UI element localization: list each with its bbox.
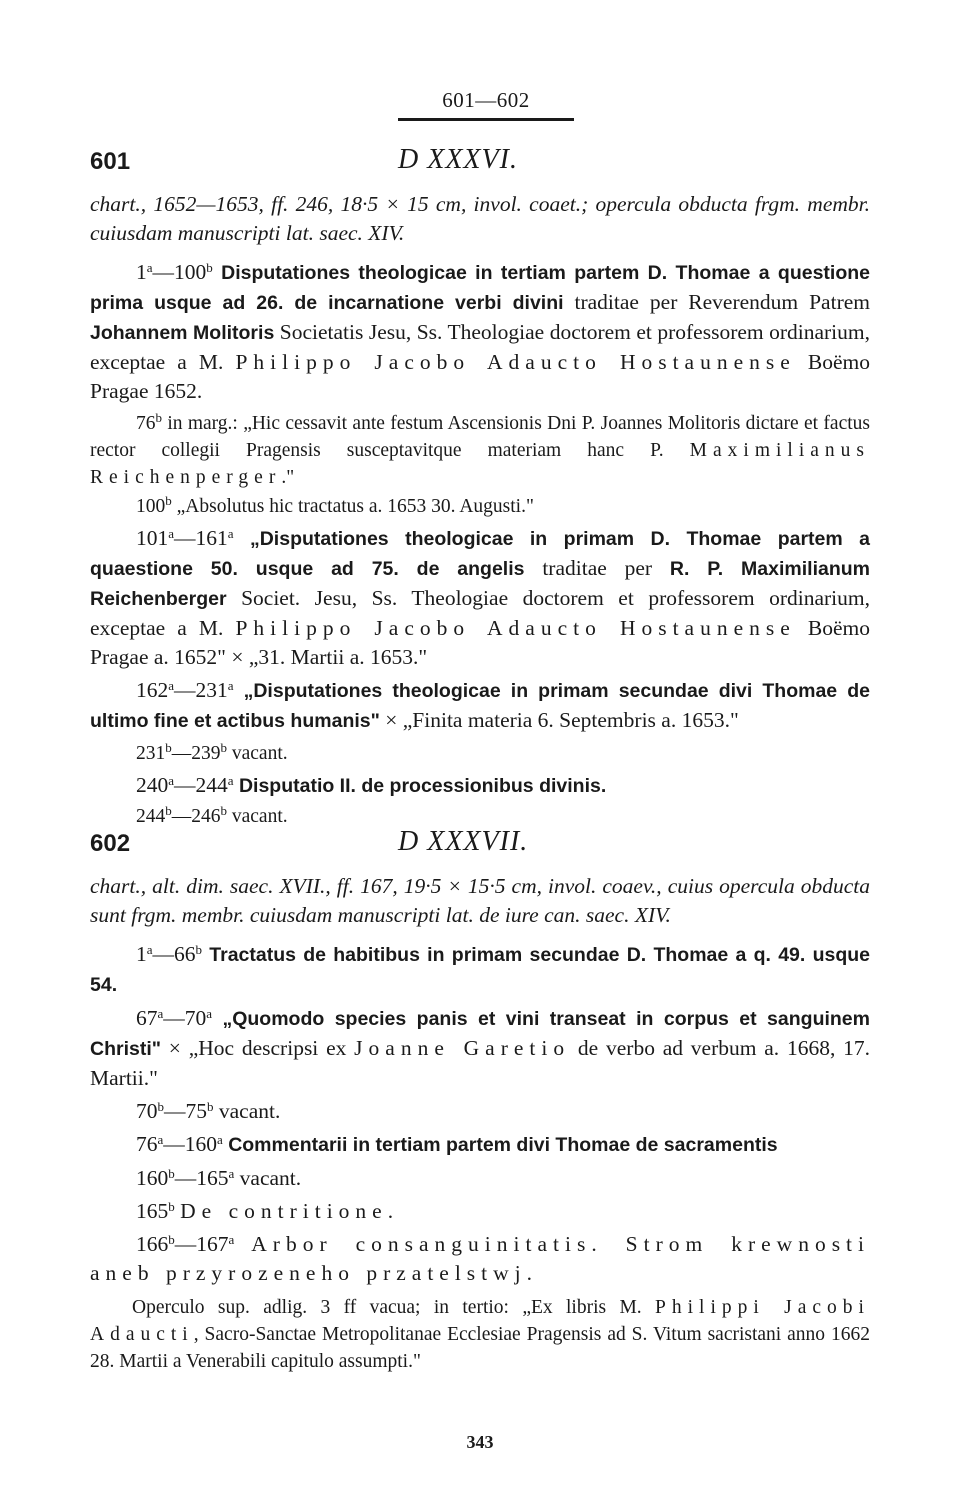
content-item: 166$^b$—167$^a$ Arbor consanguinitatis. Strom krewnosti aneb przyrozeneho przatelstwj. — [90, 1232, 871, 1285]
content-item: 165$^b$ De contritione. — [136, 1199, 394, 1223]
item-title: „Disputationes theologicae in primam secundae divi Thomae de ultimo fine et actibus humanis" — [90, 680, 870, 732]
shelfmark: D XXXVI. — [398, 144, 518, 175]
binding-note: Operculo sup. adlig. 3 ff vacua; in tertio: „Ex libris M. Philippi Jacobi Adaucti, Sacro-Sanctae Metropolitanae Ecclesiae Pragensis ad S. Vitum sacristani anno 1662 28. Martii a Venerabili capitulo assumpti." — [90, 1297, 870, 1372]
item-title: Disputationes theologicae in tertiam partem D. Thomae a questione prima usque ad 26. de incarnatione verbi divini — [90, 262, 871, 314]
running-head-rule — [398, 118, 574, 121]
entry-602-body — [90, 872, 870, 1375]
content-item: 160$^b$—165$^a$ vacant. — [136, 1166, 302, 1190]
running-head: 601—602 — [442, 88, 530, 112]
content-item: 244$^b$—246$^b$ vacant. — [136, 803, 288, 827]
content-item: 101$^a$—161$^a$ „Disputationes theologicae in primam D. Thomae partem a quaestione 50. usque ad 75. de angelis traditae per R. P. Maximilianum Reichenberger Societ. Jesu, Ss. Theologiae doctorem et professorem ordinarium, exceptae a M. Philippo Jacobo Adaucto Hostaunense Boëmo Pragae a. 1652" × „31. Martii a. 1653." — [90, 526, 871, 669]
content-item: 1$^a$—66$^b$ Tractatus de habitibus in primam secundae D. Thomae a q. 49. usque 54. — [90, 942, 871, 996]
entry-number: 601 — [90, 148, 131, 175]
item-title: „Quomodo species panis et vini transeat in corpus et sanguinem Christi" — [90, 1008, 870, 1060]
content-item: 231$^b$—239$^b$ vacant. — [136, 740, 288, 764]
content-item: 67$^a$—70$^a$ „Quomodo species panis et vini transeat in corpus et sanguinem Christi" × „Hoc descripsi ex Joanne Garetio de verbo ad verbum a. 1668, 17. Martii." — [90, 1006, 871, 1090]
codex-description: chart., alt. dim. saec. XVII., ff. 167, 19·5 × 15·5 cm, invol. coaev., cuius opercula obducta sunt frgm. membr. cuiusdam manuscripti lat. de iure can. saec. XIV. — [90, 874, 870, 927]
item-title: Commentarii in tertiam partem divi Thomae de sacramentis — [228, 1134, 778, 1156]
item-title: „Disputationes theologicae in primam D. Thomae partem a quaestione 50. usque ad 75. de angelis — [90, 528, 871, 580]
content-item: 76$^a$—160$^a$ Commentarii in tertiam partem divi Thomae de sacramentis — [136, 1132, 778, 1156]
codex-description: chart., 1652—1653, ff. 246, 18·5 × 15 cm, invol. coaet.; opercula obducta frgm. membr. cuiusdam manuscripti lat. saec. XIV. — [90, 192, 870, 245]
content-item: 240$^a$—244$^a$ Disputatio II. de processionibus divinis. — [136, 773, 607, 797]
content-item: 162$^a$—231$^a$ „Disputationes theologicae in primam secundae divi Thomae de ultimo fine et actibus humanis" × „Finita materia 6. Septembris a. 1653." — [90, 678, 870, 732]
item-title: Tractatus de habitibus in primam secundae D. Thomae a q. 49. usque 54. — [90, 944, 871, 996]
content-item: 1$^a$—100$^b$ Disputationes theologicae in tertiam partem D. Thomae a questione prima usque ad 26. de incarnatione verbi divini traditae per Reverendum Patrem Johannem Molitoris Societatis Jesu, Ss. Theologiae doctorem et professorem ordinarium, exceptae a M. Philippo Jacobo Adaucto Hostaunense Boëmo Pragae 1652. — [90, 260, 871, 403]
shelfmark: D XXXVII. — [398, 826, 529, 857]
entry-number: 602 — [90, 830, 131, 857]
content-item: 100$^b$ „Absolutus hic tractatus a. 1653 30. Augusti." — [136, 493, 534, 517]
item-title: Disputatio II. de processionibus divinis. — [238, 775, 607, 797]
content-item: 70$^b$—75$^b$ vacant. — [136, 1099, 281, 1123]
content-item: 76$^b$ in marg.: „Hic cessavit ante festum Ascensionis Dni P. Joannes Molitoris dictare et factus rector collegii Pragensis susceptavitque materiam hanc P. Maximilianus Reichenperger." — [90, 410, 870, 488]
page-number: 343 — [466, 1432, 494, 1452]
entry-601-body — [90, 190, 870, 830]
